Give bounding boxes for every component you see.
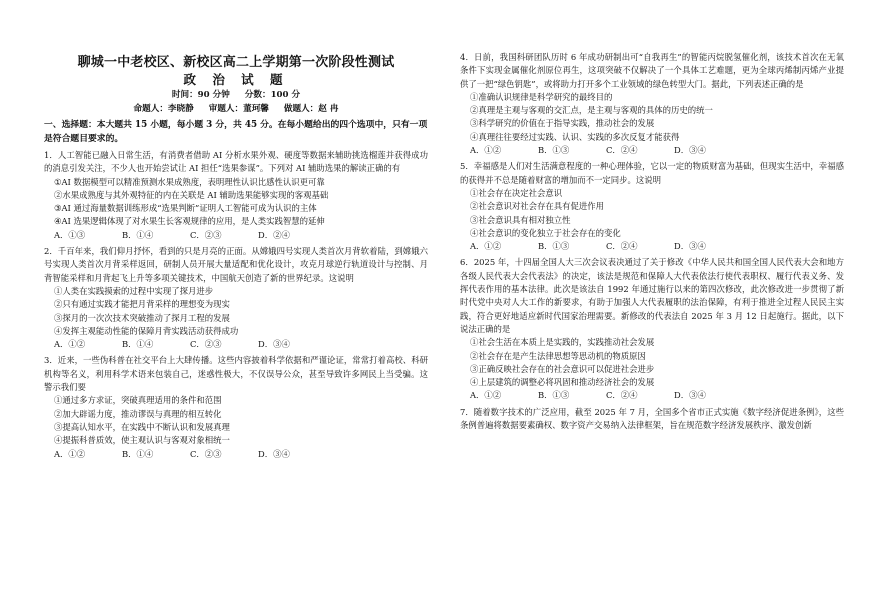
question-3-answers — [44, 448, 428, 461]
exam-score: 分数：100 分 — [244, 90, 301, 100]
question-2-answers — [44, 338, 428, 351]
question-5-option: ①社会存在决定社会意识 — [470, 187, 563, 198]
exam-staff — [44, 102, 428, 116]
question-3-option: ④提振科普质效，使主观认识与客观对象相统一 — [54, 435, 230, 446]
question-4-option: ③科学研究的价值在于指导实践，推动社会的发展 — [470, 118, 655, 129]
question-5-stem: 5．幸福感是人们对生活满意程度的一种心理体验，它以一定的物质财富为基础，但现实生活中，幸福感的获得并不总是随着财富的增加而不一定同步。这说明 — [460, 161, 844, 185]
answer-choice: B．①③ — [538, 390, 570, 401]
answer-choice: C．②③ — [190, 229, 222, 240]
question-2-option: ①人类在实践摸索的过程中实现了探月进步 — [54, 285, 214, 296]
question-2-option: ③探月的一次次技术突破推动了探月工程的发展 — [54, 312, 230, 323]
exam-subject: 政 治 试 题 — [183, 72, 289, 87]
question-5-option: ③社会意识具有相对独立性 — [470, 214, 571, 225]
question-5-option: ④社会意识的变化独立于社会存在的变化 — [470, 227, 621, 238]
answer-choice: A．①③ — [54, 229, 86, 240]
question-1-answers — [44, 229, 428, 242]
question-3-option: ②加大辟谣力度，推动谬误与真理的相互转化 — [54, 408, 222, 419]
question-2-stem: 2．千百年来，我们仰月抒怀，看到的只是月亮的正面。从嫦娥四号实现人类首次月背软着陆，到嫦娥六号实现人类首次月背采样返回，研制人员开展大量适配和优化设计，攻克月球逆行轨道设计与控制、月背智能采样和月背起飞上升等多项关键技术，中国航天创造了新的世界纪录。这说明 — [44, 246, 428, 283]
answer-choice: C．②③ — [190, 339, 222, 350]
exam-title: 聊城一中老校区、新校区高二上学期第一次阶段性测试 — [77, 55, 395, 70]
question-1-stem: 1．人工智能已融入日常生活，有消费者借助 AI 分析水果外观、硬度等数据来辅助挑选榴莲并获得成功的消息引发关注，不少人也开始尝试让 AI 担任“选果参谋”。下列对 AI 辅助选果的解读正确的有 — [44, 150, 428, 174]
answer-choice: B．①③ — [538, 145, 570, 156]
question-1-option: ④AI 选果逻辑体现了对水果生长客观规律的应用，是人类实践智慧的延伸 — [54, 216, 325, 227]
exam-reviewer: 审题人：董珂馨 — [208, 104, 269, 114]
answer-choice: D．③④ — [674, 241, 706, 252]
question-6-answers — [460, 389, 844, 402]
right-column — [460, 20, 844, 601]
answer-choice: A．①② — [470, 390, 502, 401]
exam-author: 命题人：李晓静 — [133, 104, 194, 114]
question-6-option: ①社会生活在本质上是实践的，实践推动社会发展 — [470, 337, 655, 348]
left-column — [44, 20, 428, 601]
answer-choice: D．③④ — [258, 448, 290, 459]
answer-choice: D．③④ — [258, 339, 290, 350]
answer-choice: C．②④ — [606, 145, 638, 156]
answer-choice: B．①④ — [122, 229, 154, 240]
answer-choice: B．①④ — [122, 339, 154, 350]
answer-choice: C．②④ — [606, 241, 638, 252]
answer-choice: A．①② — [470, 241, 502, 252]
answer-choice: C．②③ — [190, 448, 222, 459]
answer-choice: D．②④ — [258, 229, 290, 240]
question-5-option: ②社会意识对社会存在具有促进作用 — [470, 201, 604, 212]
answer-choice: D．③④ — [674, 145, 706, 156]
question-4-option: ①准确认识规律是科学研究的最终目的 — [470, 91, 613, 102]
question-1-option: ③AI 通过海量数据训练形成“选果判断”证明人工智能可成为认识的主体 — [54, 203, 317, 214]
question-6-option: ④上层建筑的调整必将巩固和推动经济社会的发展 — [470, 377, 655, 388]
question-3-option: ①通过多方求证，突破真理适用的条件和范围 — [54, 395, 222, 406]
answer-choice: B．①③ — [538, 241, 570, 252]
question-1-option: ②水果成熟度与其外观特征的内在关联是 AI 辅助选果能够实现的客观基础 — [54, 189, 329, 200]
question-2-option: ②只有通过实践才能把月背采样的理想变为现实 — [54, 299, 230, 310]
answer-choice: A．①② — [54, 448, 86, 459]
answer-choice: D．③④ — [674, 390, 706, 401]
question-6-option: ③正确反映社会存在的社会意识可以促进社会进步 — [470, 363, 655, 374]
question-6-option: ②社会存在是产生法律思想等思动机的物质原因 — [470, 350, 646, 361]
question-7-stem: 7．随着数字技术的广泛应用，截至 2025 年 7 月，全国多个省市正式实施《数字经济促进条例》，这些条例普遍将数据要素确权、数字资产交易纳入法律框架，旨在规范数字经济发展秩序、激发创新 — [460, 406, 844, 431]
question-4-option: ②真理是主观与客观的交汇点，是主观与客观的具体的历史的统一 — [470, 105, 713, 116]
answer-choice: A．①② — [54, 339, 86, 350]
answer-choice: B．①④ — [122, 448, 154, 459]
question-4-option: ④真理往往要经过实践、认识、实践的多次反复才能获得 — [470, 131, 680, 142]
question-4-stem: 4．日前，我国科研团队历时 6 年成功研制出可“自我再生”的智能丙烷脱氢催化剂，该技术首次在无氧条件下实现金属催化剂原位再生，这项突破不仅解决了一个具体工艺难题，更为全球丙烯制丙烯产业提供了一把“绿色钥匙”，或将助力打开多个工业领域的绿色转型大门。据此，下列表述正确的是 — [460, 52, 844, 89]
exam-time-score — [44, 88, 428, 102]
question-1-option: ①AI 数据模型可以精准预测水果成熟度，表明理性认识比感性认识更可靠 — [54, 176, 325, 187]
question-6-stem: 6．2025 年，十四届全国人大三次会议表决通过了关于修改《中华人民共和国全国人民代表大会和地方各级人民代表大会代表法》的决定，该法是规范和保障人大代表依法行使代表职权、履行代表义务、发挥代表作用的基本法律。此次是该法自 1992 年通过施行以来的第四次修改，此次修改进一步贯彻了新时代党中央对人大工作的新要求，有助于加强人大代表履职的法治保障，有利于推进全过程人民民主实践，符合更好地适应新时代国家治理需要。新修改的代表法自 2025 年 3 月 12 日起施行。据此，以下说法正确的是 — [460, 257, 844, 334]
question-2-option: ④发挥主观能动性能的保障月背实践活动获得成功 — [54, 325, 239, 336]
answer-choice: C．②④ — [606, 390, 638, 401]
question-4-answers — [460, 144, 844, 157]
question-5-answers — [460, 240, 844, 253]
exam-answerer: 做题人：赵 冉 — [283, 104, 339, 114]
question-3-stem: 3．近来，一些伪科普在社交平台上大肆传播。这些内容披着科学依据和严谨论证，常常打着高校、科研机构等名义，利用科学术语来包装自己，迷惑性极大，不仅误导公众，甚至导致许多网民上当受骗。这警示我们要 — [44, 355, 428, 393]
section-heading: 一、选择题：本大题共 15 小题，每小题 3 分，共 45 分。在每小题给出的四个选项中，只有一项是符合题目要求的。 — [44, 120, 428, 144]
exam-time: 时间：90 分钟 — [171, 90, 230, 100]
answer-choice: A．①② — [470, 145, 502, 156]
question-3-option: ③提高认知水平，在实践中不断认识和发展真理 — [54, 421, 230, 432]
